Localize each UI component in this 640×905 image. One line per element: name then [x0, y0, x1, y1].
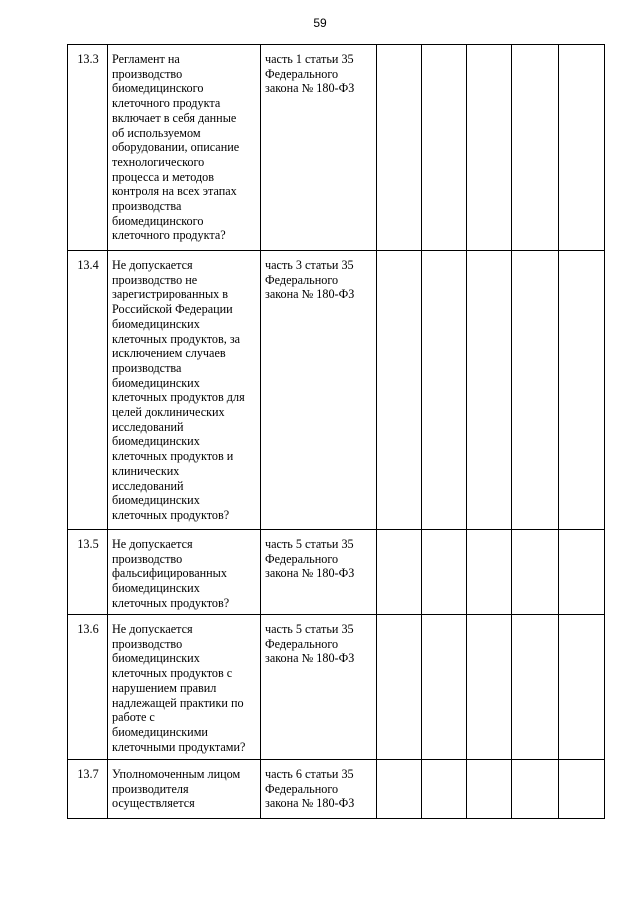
answer-cell: [559, 615, 605, 760]
legal-reference: часть 1 статьи 35 Федерального закона № 180-ФЗ: [261, 45, 377, 251]
row-number: 13.6: [68, 615, 108, 760]
answer-cell: [377, 530, 422, 615]
table-row: [68, 760, 605, 819]
row-number: 13.3: [68, 45, 108, 251]
legal-reference: часть 5 статьи 35 Федерального закона № 180-ФЗ: [261, 530, 377, 615]
answer-cell: [559, 760, 605, 819]
answer-cell: [377, 251, 422, 530]
answer-cell: [467, 45, 512, 251]
table-row: [68, 530, 605, 615]
answer-cell: [512, 615, 559, 760]
answer-cell: [422, 760, 467, 819]
answer-cell: [559, 251, 605, 530]
row-number: 13.4: [68, 251, 108, 530]
answer-cell: [467, 251, 512, 530]
row-number: 13.5: [68, 530, 108, 615]
legal-reference: часть 5 статьи 35 Федерального закона № 180-ФЗ: [261, 615, 377, 760]
answer-cell: [422, 251, 467, 530]
question-text: Регламент на производство биомедицинского клеточного продукта включает в себя данные об используемом оборудовании, описание технологического процесса и методов контроля на всех этапах производства биомедицинского клеточного продукта?: [108, 45, 261, 251]
answer-cell: [377, 615, 422, 760]
answer-cell: [422, 45, 467, 251]
answer-cell: [559, 45, 605, 251]
answer-cell: [512, 530, 559, 615]
question-text: Не допускается производство фальсифицированных биомедицинских клеточных продуктов?: [108, 530, 261, 615]
answer-cell: [467, 760, 512, 819]
table-row: [68, 615, 605, 760]
legal-reference: часть 3 статьи 35 Федерального закона № 180-ФЗ: [261, 251, 377, 530]
answer-cell: [559, 530, 605, 615]
table-row: [68, 45, 605, 251]
answer-cell: [377, 45, 422, 251]
answer-cell: [422, 530, 467, 615]
answer-cell: [512, 251, 559, 530]
table-row: [68, 251, 605, 530]
question-text: Уполномоченным лицом производителя осуществляется: [108, 760, 261, 819]
legal-reference: часть 6 статьи 35 Федерального закона № 180-ФЗ: [261, 760, 377, 819]
answer-cell: [467, 615, 512, 760]
page-number: 59: [313, 16, 327, 30]
answer-cell: [512, 760, 559, 819]
answer-cell: [512, 45, 559, 251]
question-text: Не допускается производство биомедицинских клеточных продуктов с нарушением правил надлежащей практики по работе с биомедицинскими клеточными продуктами?: [108, 615, 261, 760]
answer-cell: [422, 615, 467, 760]
checklist-table: [67, 44, 605, 819]
question-text: Не допускается производство не зарегистрированных в Российской Федерации биомедицинских клеточных продуктов, за исключением случаев производства биомедицинских клеточных продуктов для целей доклинических исследований биомедицинских клеточных продуктов и клинических исследований биомедицинских клеточных продуктов?: [108, 251, 261, 530]
answer-cell: [377, 760, 422, 819]
answer-cell: [467, 530, 512, 615]
row-number: 13.7: [68, 760, 108, 819]
